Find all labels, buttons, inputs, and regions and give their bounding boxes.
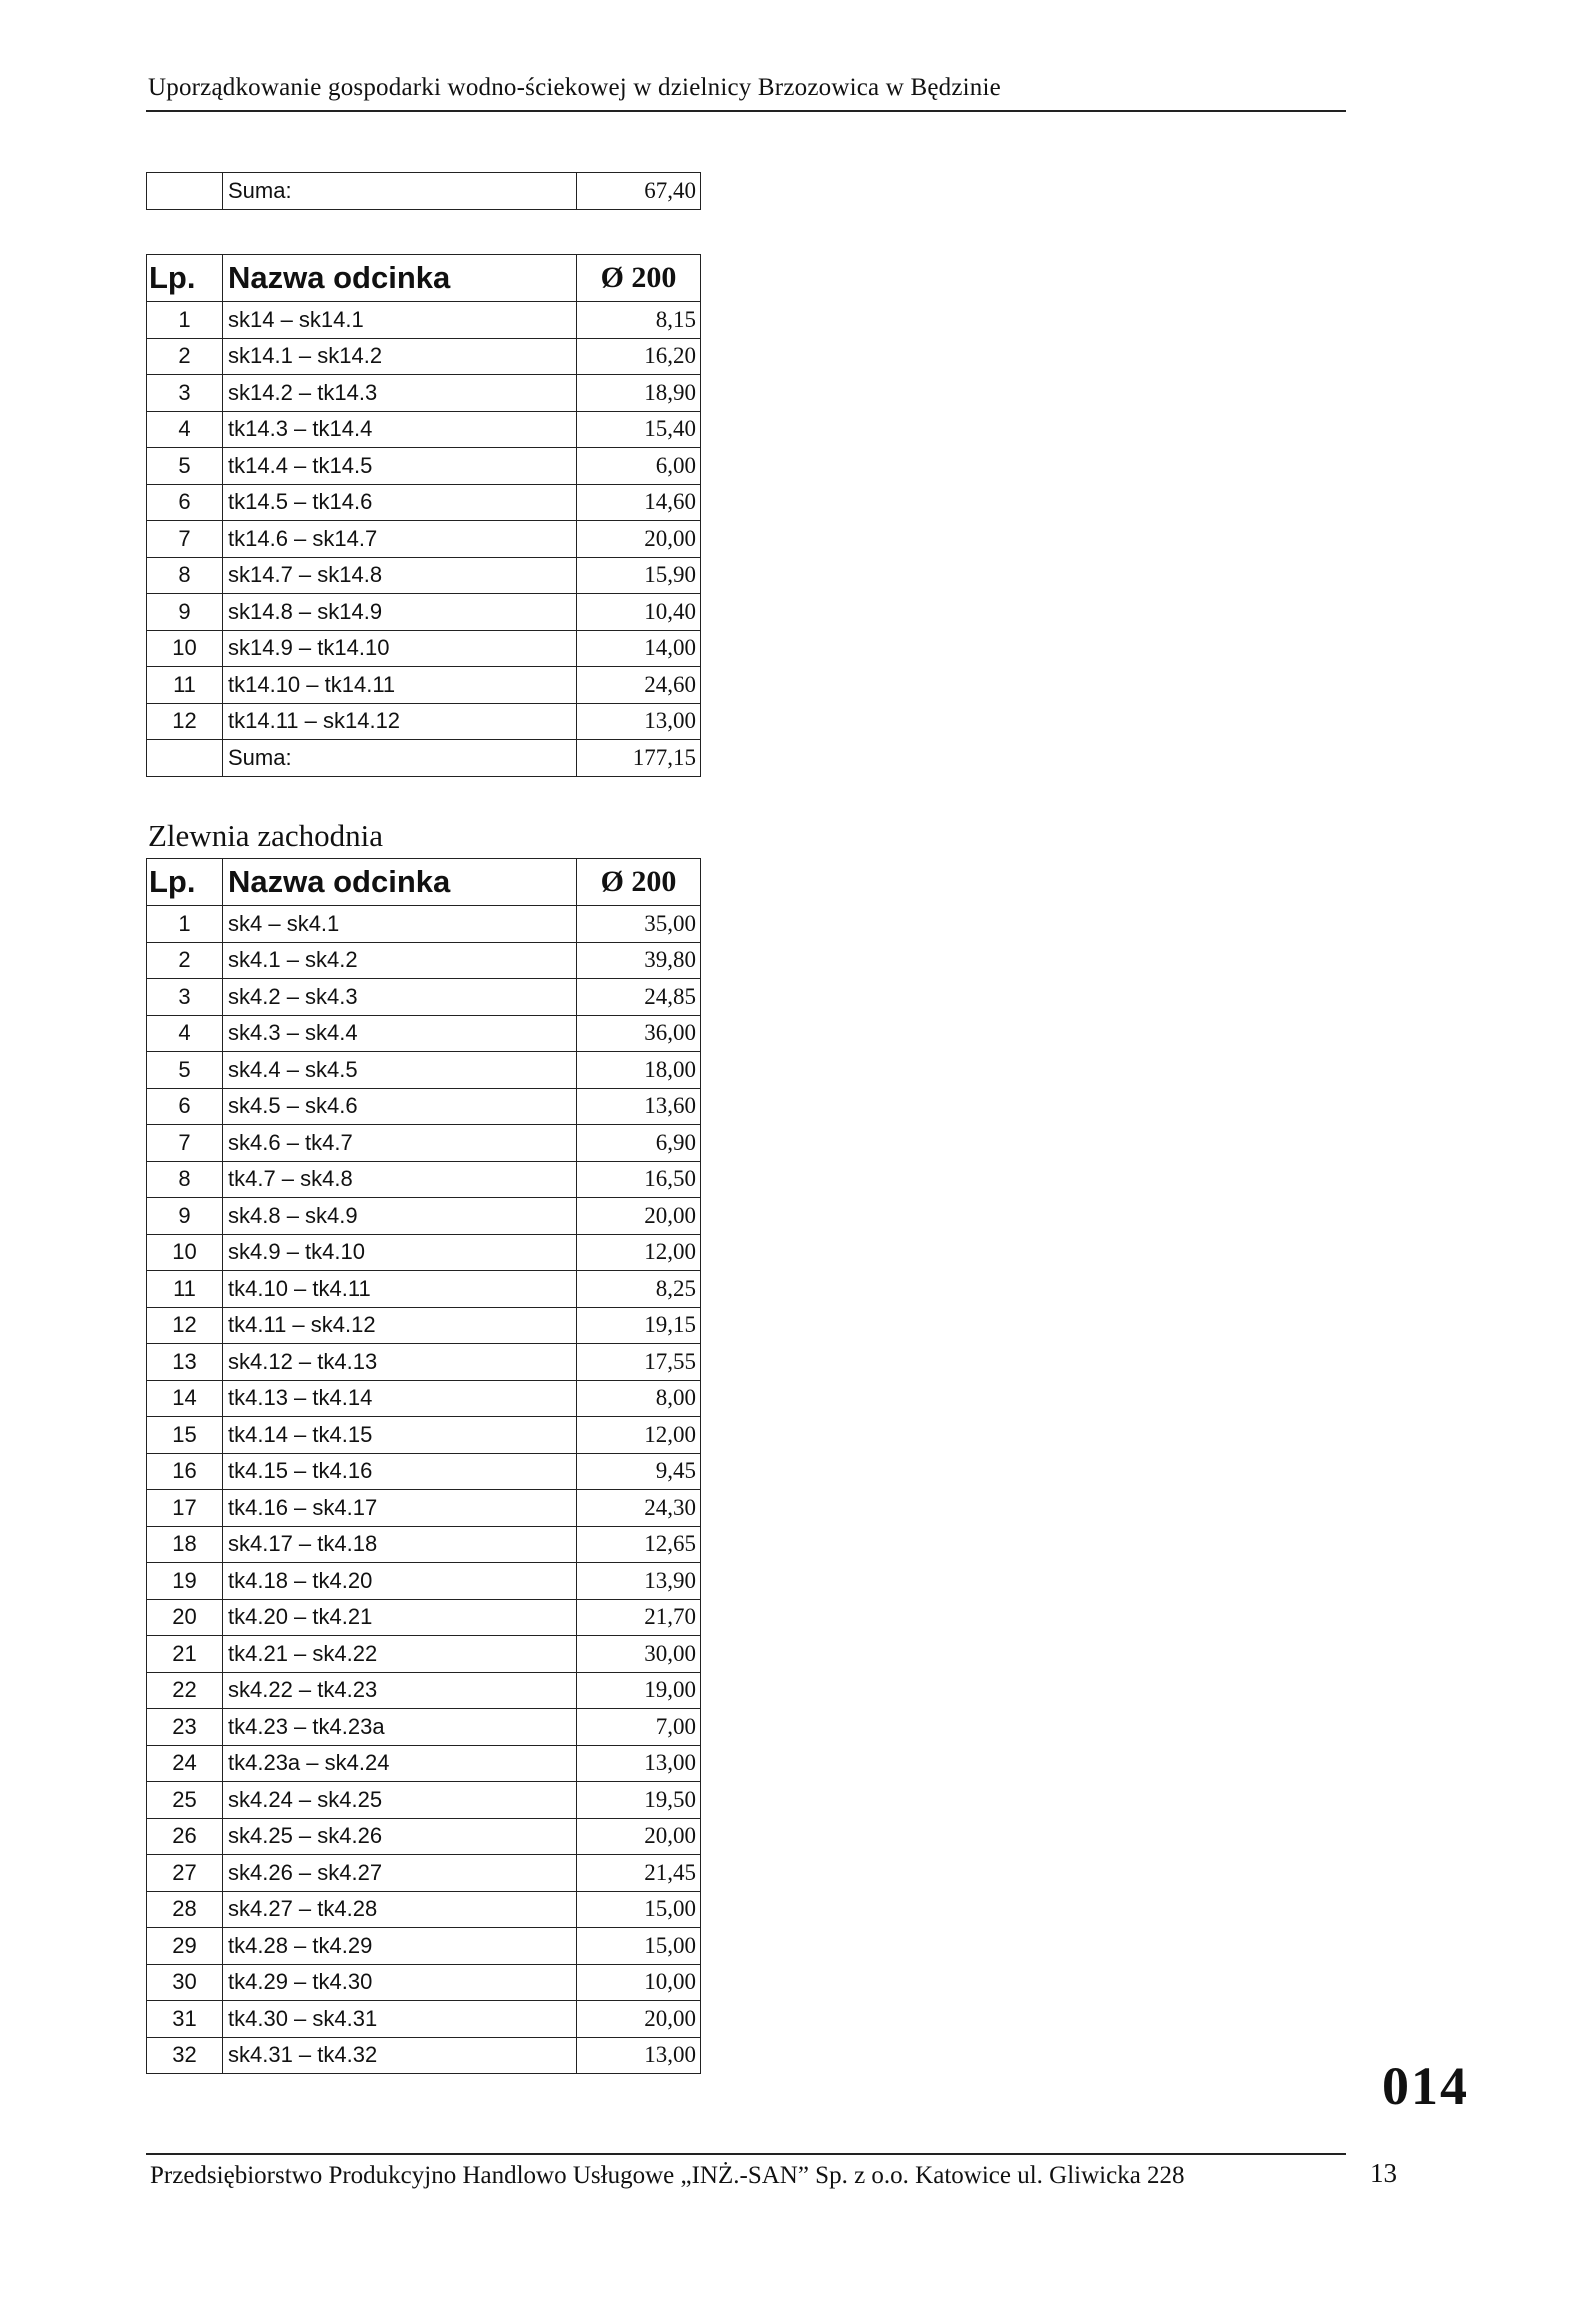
row-number-cell: 21 — [147, 1636, 223, 1673]
table-row — [147, 2001, 701, 2038]
length-value-cell: 8,00 — [577, 1380, 701, 1417]
segment-name-cell: tk4.13 – tk4.14 — [223, 1380, 577, 1417]
table-row — [147, 1307, 701, 1344]
table-row — [147, 448, 701, 485]
length-value-cell: 14,60 — [577, 484, 701, 521]
length-value-cell: 10,00 — [577, 1964, 701, 2001]
length-value-cell: 19,00 — [577, 1672, 701, 1709]
sum-label: Suma: — [223, 173, 577, 210]
row-number-cell: 4 — [147, 1015, 223, 1052]
table-row — [147, 703, 701, 740]
segment-name-cell: tk4.18 – tk4.20 — [223, 1563, 577, 1600]
table-row — [147, 1271, 701, 1308]
row-number-cell: 3 — [147, 375, 223, 412]
row-number-cell: 29 — [147, 1928, 223, 1965]
segments-table-2 — [146, 858, 701, 2074]
length-value-cell: 10,40 — [577, 594, 701, 631]
length-value-cell: 36,00 — [577, 1015, 701, 1052]
table-row — [147, 1344, 701, 1381]
section-title: Zlewnia zachodnia — [148, 818, 383, 853]
table-row — [147, 1490, 701, 1527]
row-number-cell: 13 — [147, 1344, 223, 1381]
sum-value: 67,40 — [577, 173, 701, 210]
segment-name-cell: sk4.3 – sk4.4 — [223, 1015, 577, 1052]
column-header-name: Nazwa odcinka — [223, 255, 577, 302]
segment-name-cell: sk4.27 – tk4.28 — [223, 1891, 577, 1928]
table-header-row — [147, 255, 701, 302]
length-value-cell: 8,25 — [577, 1271, 701, 1308]
length-value-cell: 19,15 — [577, 1307, 701, 1344]
length-value-cell: 15,40 — [577, 411, 701, 448]
length-value-cell: 12,00 — [577, 1234, 701, 1271]
segment-name-cell: tk4.20 – tk4.21 — [223, 1599, 577, 1636]
row-number-cell: 1 — [147, 302, 223, 339]
segment-name-cell: tk4.16 – sk4.17 — [223, 1490, 577, 1527]
length-value-cell: 18,00 — [577, 1052, 701, 1089]
row-number-cell: 3 — [147, 979, 223, 1016]
segment-name-cell: sk14 – sk14.1 — [223, 302, 577, 339]
table-row — [147, 1125, 701, 1162]
length-value-cell: 39,80 — [577, 942, 701, 979]
table-row — [147, 557, 701, 594]
segment-name-cell: tk14.10 – tk14.11 — [223, 667, 577, 704]
row-number-cell: 15 — [147, 1417, 223, 1454]
row-number-cell: 30 — [147, 1964, 223, 2001]
length-value-cell: 21,70 — [577, 1599, 701, 1636]
row-number-cell: 14 — [147, 1380, 223, 1417]
segment-name-cell: tk14.3 – tk14.4 — [223, 411, 577, 448]
length-value-cell: 21,45 — [577, 1855, 701, 1892]
table-row — [147, 338, 701, 375]
sum-row — [147, 173, 701, 210]
length-value-cell: 12,65 — [577, 1526, 701, 1563]
table-row — [147, 1380, 701, 1417]
segment-name-cell: tk14.4 – tk14.5 — [223, 448, 577, 485]
row-number-cell: 4 — [147, 411, 223, 448]
length-value-cell: 13,00 — [577, 703, 701, 740]
segment-name-cell: tk4.30 – sk4.31 — [223, 2001, 577, 2038]
table-row — [147, 1234, 701, 1271]
row-number-cell: 9 — [147, 594, 223, 631]
segment-name-cell: sk4 – sk4.1 — [223, 906, 577, 943]
segment-name-cell: sk14.9 – tk14.10 — [223, 630, 577, 667]
table-row — [147, 1453, 701, 1490]
length-value-cell: 15,00 — [577, 1891, 701, 1928]
table-row — [147, 1417, 701, 1454]
page-number: 13 — [1370, 2158, 1397, 2188]
row-number-cell: 12 — [147, 703, 223, 740]
length-value-cell: 35,00 — [577, 906, 701, 943]
row-number-cell: 10 — [147, 630, 223, 667]
segments-table-1 — [146, 254, 701, 777]
segment-name-cell: tk14.11 – sk14.12 — [223, 703, 577, 740]
length-value-cell: 15,00 — [577, 1928, 701, 1965]
table-row — [147, 1709, 701, 1746]
row-number-cell: 27 — [147, 1855, 223, 1892]
segment-name-cell: sk4.24 – sk4.25 — [223, 1782, 577, 1819]
segment-name-cell: tk4.10 – tk4.11 — [223, 1271, 577, 1308]
length-value-cell: 7,00 — [577, 1709, 701, 1746]
length-value-cell: 13,90 — [577, 1563, 701, 1600]
segment-name-cell: sk4.31 – tk4.32 — [223, 2037, 577, 2074]
row-number-cell: 23 — [147, 1709, 223, 1746]
sum-row — [147, 740, 701, 777]
row-number-cell: 8 — [147, 1161, 223, 1198]
row-number-cell: 8 — [147, 557, 223, 594]
table-row — [147, 1636, 701, 1673]
table-row — [147, 1745, 701, 1782]
row-number-cell: 31 — [147, 2001, 223, 2038]
length-value-cell: 19,50 — [577, 1782, 701, 1819]
row-number-cell: 2 — [147, 338, 223, 375]
segment-name-cell: tk4.21 – sk4.22 — [223, 1636, 577, 1673]
segment-name-cell: sk4.4 – sk4.5 — [223, 1052, 577, 1089]
row-number-cell: 17 — [147, 1490, 223, 1527]
table-row — [147, 1088, 701, 1125]
row-number-cell: 10 — [147, 1234, 223, 1271]
row-number-cell: 22 — [147, 1672, 223, 1709]
segment-name-cell: tk4.28 – tk4.29 — [223, 1928, 577, 1965]
segment-name-cell: tk14.5 – tk14.6 — [223, 484, 577, 521]
segment-name-cell: sk4.5 – sk4.6 — [223, 1088, 577, 1125]
table-row — [147, 1526, 701, 1563]
table-row — [147, 1563, 701, 1600]
footer-company-text: Przedsiębiorstwo Produkcyjno Handlowo Usługowe „INŻ.-SAN” Sp. z o.o. Katowice ul. Gliwicka 228 — [150, 2162, 1185, 2189]
length-value-cell: 8,15 — [577, 302, 701, 339]
row-number-cell: 5 — [147, 1052, 223, 1089]
table-row — [147, 1964, 701, 2001]
length-value-cell: 16,50 — [577, 1161, 701, 1198]
column-header-lp: Lp. — [147, 859, 223, 906]
length-value-cell: 6,00 — [577, 448, 701, 485]
row-number-cell: 1 — [147, 906, 223, 943]
segment-name-cell: tk4.7 – sk4.8 — [223, 1161, 577, 1198]
table-row — [147, 630, 701, 667]
segment-name-cell: sk4.22 – tk4.23 — [223, 1672, 577, 1709]
row-number-cell: 5 — [147, 448, 223, 485]
sum-lp-cell — [147, 173, 223, 210]
length-value-cell: 6,90 — [577, 1125, 701, 1162]
length-value-cell: 17,55 — [577, 1344, 701, 1381]
table-row — [147, 1599, 701, 1636]
table-row — [147, 1672, 701, 1709]
segment-name-cell: tk4.23a – sk4.24 — [223, 1745, 577, 1782]
length-value-cell: 9,45 — [577, 1453, 701, 1490]
sum-label: Suma: — [223, 740, 577, 777]
table-row — [147, 1198, 701, 1235]
length-value-cell: 24,85 — [577, 979, 701, 1016]
table-row — [147, 1015, 701, 1052]
row-number-cell: 26 — [147, 1818, 223, 1855]
table-row — [147, 2037, 701, 2074]
table-row — [147, 411, 701, 448]
table-header-row — [147, 859, 701, 906]
segment-name-cell: tk4.11 – sk4.12 — [223, 1307, 577, 1344]
table-row — [147, 1161, 701, 1198]
length-value-cell: 14,00 — [577, 630, 701, 667]
row-number-cell: 7 — [147, 521, 223, 558]
row-number-cell: 18 — [147, 1526, 223, 1563]
segment-name-cell: sk4.25 – sk4.26 — [223, 1818, 577, 1855]
segment-name-cell: sk14.2 – tk14.3 — [223, 375, 577, 412]
table-row — [147, 302, 701, 339]
length-value-cell: 24,60 — [577, 667, 701, 704]
table-row — [147, 942, 701, 979]
row-number-cell: 11 — [147, 667, 223, 704]
row-number-cell: 6 — [147, 484, 223, 521]
table-row — [147, 979, 701, 1016]
length-value-cell: 20,00 — [577, 521, 701, 558]
segment-name-cell: sk14.8 – sk14.9 — [223, 594, 577, 631]
table-row — [147, 667, 701, 704]
column-header-name: Nazwa odcinka — [223, 859, 577, 906]
header-divider — [146, 110, 1346, 112]
row-number-cell: 32 — [147, 2037, 223, 2074]
row-number-cell: 2 — [147, 942, 223, 979]
segment-name-cell: sk4.9 – tk4.10 — [223, 1234, 577, 1271]
row-number-cell: 6 — [147, 1088, 223, 1125]
length-value-cell: 13,00 — [577, 2037, 701, 2074]
length-value-cell: 13,60 — [577, 1088, 701, 1125]
footer-divider — [146, 2153, 1346, 2155]
length-value-cell: 18,90 — [577, 375, 701, 412]
table-body — [147, 302, 701, 740]
table-row — [147, 1818, 701, 1855]
length-value-cell: 20,00 — [577, 2001, 701, 2038]
row-number-cell: 16 — [147, 1453, 223, 1490]
segment-name-cell: tk4.14 – tk4.15 — [223, 1417, 577, 1454]
segment-name-cell: sk4.2 – sk4.3 — [223, 979, 577, 1016]
segment-name-cell: tk4.29 – tk4.30 — [223, 1964, 577, 2001]
sum-value: 177,15 — [577, 740, 701, 777]
length-value-cell: 30,00 — [577, 1636, 701, 1673]
document-header-title: Uporządkowanie gospodarki wodno-ściekowej w dzielnicy Brzozowica w Będzinie — [148, 74, 1001, 101]
column-header-diameter: Ø 200 — [577, 859, 701, 906]
sum-lp-cell — [147, 740, 223, 777]
length-value-cell: 13,00 — [577, 1745, 701, 1782]
length-value-cell: 20,00 — [577, 1818, 701, 1855]
table-row — [147, 1855, 701, 1892]
table-row — [147, 1782, 701, 1819]
row-number-cell: 20 — [147, 1599, 223, 1636]
document-number-stamp: 014 — [1382, 2056, 1469, 2116]
segment-name-cell: sk4.26 – sk4.27 — [223, 1855, 577, 1892]
segment-name-cell: sk14.7 – sk14.8 — [223, 557, 577, 594]
length-value-cell: 12,00 — [577, 1417, 701, 1454]
table-row — [147, 521, 701, 558]
segment-name-cell: sk14.1 – sk14.2 — [223, 338, 577, 375]
row-number-cell: 12 — [147, 1307, 223, 1344]
segment-name-cell: tk4.23 – tk4.23a — [223, 1709, 577, 1746]
length-value-cell: 16,20 — [577, 338, 701, 375]
column-header-diameter: Ø 200 — [577, 255, 701, 302]
length-value-cell: 15,90 — [577, 557, 701, 594]
segment-name-cell: sk4.8 – sk4.9 — [223, 1198, 577, 1235]
table-row — [147, 375, 701, 412]
segment-name-cell: sk4.1 – sk4.2 — [223, 942, 577, 979]
row-number-cell: 28 — [147, 1891, 223, 1928]
table-row — [147, 1891, 701, 1928]
segment-name-cell: tk4.15 – tk4.16 — [223, 1453, 577, 1490]
column-header-lp: Lp. — [147, 255, 223, 302]
length-value-cell: 24,30 — [577, 1490, 701, 1527]
segment-name-cell: sk4.12 – tk4.13 — [223, 1344, 577, 1381]
table-body — [147, 906, 701, 2074]
row-number-cell: 19 — [147, 1563, 223, 1600]
segment-name-cell: tk14.6 – sk14.7 — [223, 521, 577, 558]
row-number-cell: 25 — [147, 1782, 223, 1819]
table-row — [147, 1928, 701, 1965]
table-row — [147, 484, 701, 521]
row-number-cell: 24 — [147, 1745, 223, 1782]
table-row — [147, 1052, 701, 1089]
row-number-cell: 11 — [147, 1271, 223, 1308]
table-row — [147, 594, 701, 631]
summary-table-top — [146, 172, 701, 210]
length-value-cell: 20,00 — [577, 1198, 701, 1235]
row-number-cell: 7 — [147, 1125, 223, 1162]
table-row — [147, 906, 701, 943]
segment-name-cell: sk4.6 – tk4.7 — [223, 1125, 577, 1162]
segment-name-cell: sk4.17 – tk4.18 — [223, 1526, 577, 1563]
row-number-cell: 9 — [147, 1198, 223, 1235]
